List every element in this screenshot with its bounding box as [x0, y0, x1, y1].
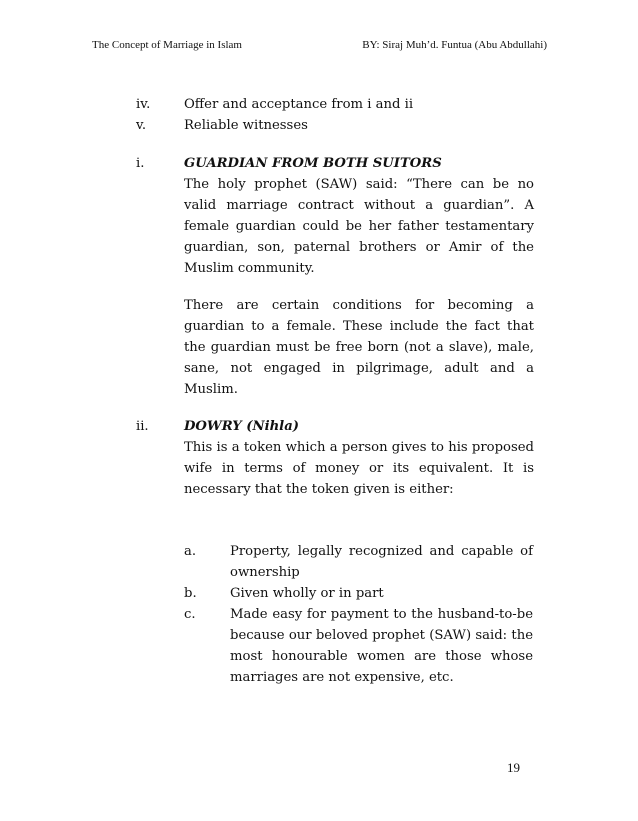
sub-item-letter: c. — [184, 607, 196, 622]
sub-item-letter: b. — [184, 586, 197, 601]
list-item-text: Reliable witnesses — [184, 118, 308, 133]
sub-item-text: Property, legally recognized and capable of ownership — [230, 544, 533, 580]
section-heading: GUARDIAN FROM BOTH SUITORS — [184, 156, 442, 171]
sub-item-letter: a. — [184, 544, 197, 559]
paragraph: The holy prophet (SAW) said: “There can be no valid marriage contract without a guardian”. A female guardian could be her father testamentary guardian, son, paternal brothers or Amir of the Muslim community. — [184, 177, 534, 276]
list-item-text: Offer and acceptance from i and ii — [184, 97, 414, 112]
paragraph: This is a token which a person gives to his proposed wife in terms of money or its equivalent. It is necessary that the token given is either: — [184, 440, 534, 497]
header-author: BY: Siraj Muh’d. Funtua (Abu Abdullahi) — [362, 39, 547, 51]
section-heading: DOWRY (Nihla) — [184, 419, 299, 434]
list-item-number: v. — [136, 118, 147, 133]
section-number: ii. — [136, 419, 149, 434]
list-item-number: iv. — [136, 97, 151, 112]
page-number: 19 — [507, 760, 520, 775]
sub-item-text: Given wholly or in part — [230, 586, 384, 601]
sub-item-text: Made easy for payment to the husband-to-be because our beloved prophet (SAW) said: the most honourable women are those whose marriages are not expensive, etc. — [230, 607, 533, 685]
paragraph: There are certain conditions for becoming a guardian to a female. These include the fact that the guardian must be free born (not a slave), male, sane, not engaged in pilgrimage, adult and a Muslim. — [184, 298, 534, 397]
header-title: The Concept of Marriage in Islam — [92, 39, 242, 51]
section-number: i. — [136, 156, 145, 171]
